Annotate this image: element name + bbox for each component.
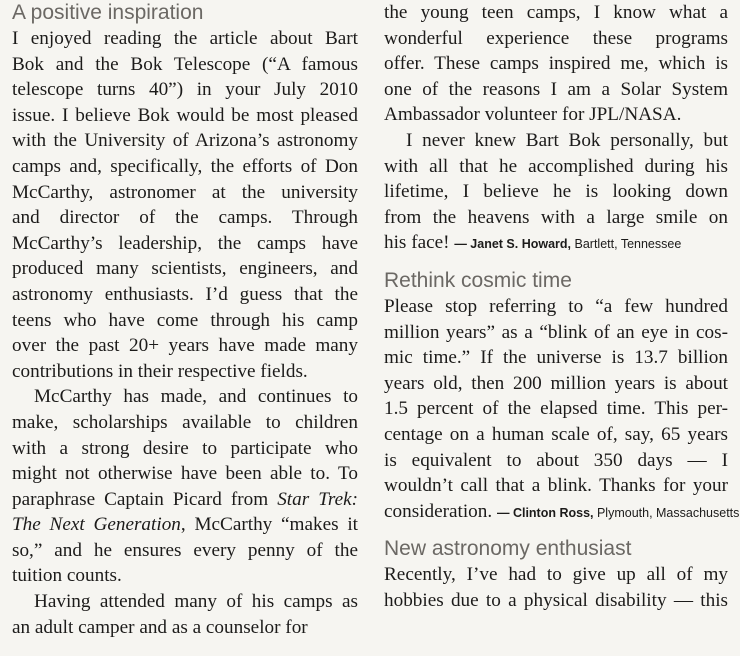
- signature-location: Plymouth, Massachusetts: [593, 505, 740, 520]
- text-line: wouldn’t call that a blink. Thanks for your: [384, 475, 728, 497]
- text-line: telescope turns 40”) in your July 2010: [12, 79, 358, 101]
- text-line: McCarthy, astronomer at the university: [12, 181, 358, 203]
- text-line: [12, 512, 358, 538]
- signature-name: — Janet S. Howard,: [454, 237, 572, 252]
- text-line: Bok and the Bok Telescope (“A famous: [12, 53, 358, 75]
- left-column: [12, 0, 358, 640]
- text-line: so,” and he ensures every penny of the: [12, 539, 358, 561]
- italic-title-span: Star Trek:: [277, 488, 359, 510]
- text-line: contributions in their respective fields.: [12, 360, 308, 382]
- text-line: I never knew Bart Bok personally, but: [406, 129, 728, 151]
- text-line: mic time.” If the universe is 13.7 billion: [384, 347, 728, 369]
- letter-paragraph-1: [12, 26, 358, 384]
- letter-paragraph-2: [12, 384, 358, 589]
- text-line: Ambassador volunteer for JPL/NASA.: [384, 104, 682, 126]
- text-line: is equivalent to about 350 days — I: [384, 449, 728, 471]
- text-line: lifetime, I believe he is looking down: [384, 181, 728, 203]
- signature-location: Bartlett, Tennessee: [571, 237, 682, 252]
- text-line: teens who have come through his camp: [12, 309, 358, 331]
- text-line: from the heavens with a large smile on: [384, 206, 728, 228]
- letter-cosmic-time: [384, 294, 740, 524]
- letter-new-enthusiast: [384, 562, 728, 613]
- text-line: camps and, specifically, the efforts of Don: [12, 155, 358, 177]
- text-span: consideration.: [384, 500, 497, 522]
- text-span: his face!: [384, 232, 455, 254]
- signature-line: [384, 230, 728, 256]
- text-line: with the University of Arizona’s astronomy: [12, 130, 358, 152]
- text-line: Having attended many of his camps as: [34, 591, 358, 613]
- text-line: Please stop referring to “a few hundred: [384, 295, 728, 317]
- text-line: astronomy enthusiasts. I’d guess that the: [12, 283, 358, 305]
- text-line: make, scholarships available to children: [12, 411, 358, 433]
- text-line: wonderful experience these programs: [384, 27, 728, 49]
- text-line: tuition counts.: [12, 565, 122, 587]
- text-line: and director of the camps. Through: [12, 207, 358, 229]
- text-line: with all that he accomplished during his: [384, 155, 728, 177]
- text-line: years old, then 200 million years is about: [384, 372, 728, 394]
- text-line: might not otherwise have been able to. To: [12, 463, 358, 485]
- letter-paragraph-3: [12, 589, 358, 640]
- text-span: , McCarthy “makes it: [180, 514, 358, 536]
- text-line: offer. These camps inspired me, which is: [384, 53, 728, 75]
- letter-heading-new-astronomy-enthusiast: New astronomy enthusiast: [384, 537, 632, 561]
- spacer: [384, 256, 728, 268]
- letter-heading-positive-inspiration: A positive inspiration: [12, 1, 204, 24]
- text-line: Recently, I’ve had to give up all of my: [384, 564, 728, 586]
- text-line: over the past 20+ years have made many: [12, 335, 358, 357]
- letter-heading-rethink-cosmic-time: Rethink cosmic time: [384, 268, 572, 292]
- text-span: paraphrase Captain Picard from: [12, 488, 278, 510]
- text-line: centage on a human scale of, say, 65 years: [384, 423, 728, 445]
- text-line: with a strong desire to participate who: [12, 437, 358, 459]
- text-line: the young teen camps, I know what a: [384, 2, 728, 23]
- text-line: McCarthy has made, and continues to: [34, 386, 358, 408]
- signature-name: — Clinton Ross,: [496, 505, 594, 520]
- letter-signature: [454, 237, 681, 251]
- right-column: [384, 0, 740, 613]
- text-line: 1.5 percent of the elapsed time. This per-: [384, 398, 728, 420]
- letter-continuation: [384, 0, 728, 256]
- italic-title-span: The Next Generation: [12, 514, 181, 536]
- text-line: McCarthy’s leadership, the camps have: [12, 232, 358, 254]
- text-line: an adult camper and as a counselor for: [12, 616, 308, 638]
- letter-signature: [497, 506, 739, 520]
- text-line: I enjoyed reading the article about Bart: [12, 28, 358, 49]
- text-line: produced many scientists, engineers, and: [12, 258, 358, 280]
- text-line: one of the reasons I am a Solar System: [384, 78, 728, 100]
- signature-line: [384, 499, 740, 525]
- text-line: issue. I believe Bok would be most pleased: [12, 104, 358, 126]
- spacer: [384, 524, 728, 536]
- text-line: million years” as a “blink of an eye in cos-: [384, 321, 728, 343]
- text-line: [12, 487, 358, 513]
- text-line: hobbies due to a physical disability — this: [384, 589, 728, 611]
